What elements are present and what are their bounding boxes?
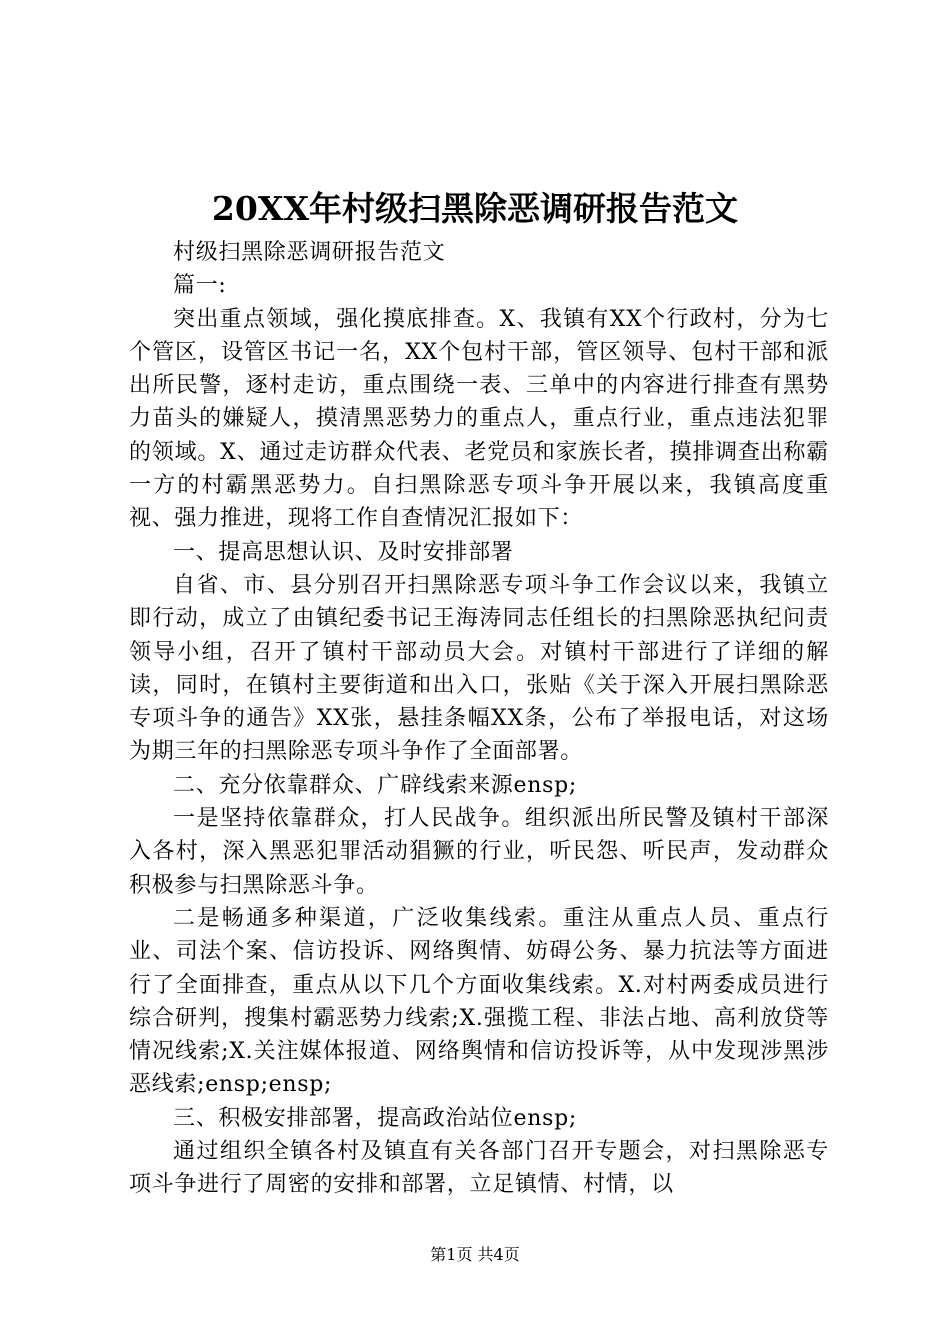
body-paragraph: 二是畅通多种渠道，广泛收集线索。重注从重点人员、重点行业、司法个案、信访投诉、网络舆情、妨碍公务、暴力抗法等方面进行了全面排查，重点从以下几个方面收集线索。X.对村两委成员进行综合研判，搜集村霸恶势力线索;X.强揽工程、非法占地、高利放贷等情况线索;X.关注媒体报道、网络舆情和信访投诉等，从中发现涉黑涉恶线索;ensp;ensp;: [129, 905, 829, 1098]
page-footer: 第1页 共4页: [430, 1245, 520, 1264]
body-paragraph: 通过组织全镇各村及镇直有关各部门召开专题会，对扫黑除恶专项斗争进行了周密的安排和部署，立足镇情、村情，以: [129, 1139, 829, 1198]
document-body: [129, 236, 829, 1202]
body-paragraph: 一是坚持依靠群众，打人民战争。组织派出所民警及镇村干部深入各村，深入黑恶犯罪活动猖獗的行业，听民怨、听民声，发动群众积极参与扫黑除恶斗争。: [129, 806, 829, 898]
document-title: 20XX年村级扫黑除恶调研报告范文: [211, 189, 739, 228]
subtitle-paragraph: 村级扫黑除恶调研报告范文: [173, 240, 446, 265]
body-paragraph: 突出重点领域，强化摸底排查。X、我镇有XX个行政村，分为七个管区，设管区书记一名，XX个包村干部，管区领导、包村干部和派出所民警，逐村走访，重点围绕一表、三单中的内容进行排查有黑势力苗头的嫌疑人，摸清黑恶势力的重点人，重点行业，重点违法犯罪的领域。X、通过走访群众代表、老党员和家族长者，摸排调查出称霸一方的村霸黑恶势力。自扫黑除恶专项斗争开展以来，我镇高度重视、强力推进，现将工作自查情况汇报如下：: [129, 306, 829, 532]
section-heading: 一、提高思想认识、及时安排部署: [173, 539, 514, 565]
section-label: 篇一:: [173, 273, 227, 299]
section-heading: 二、充分依靠群众、广辟线索来源ensp;: [173, 772, 577, 798]
body-paragraph: 自省、市、县分别召开扫黑除恶专项斗争工作会议以来，我镇立即行动，成立了由镇纪委书记王海涛同志任组长的扫黑除恶执纪问责领导小组，召开了镇村干部动员大会。对镇村干部进行了详细的解读，同时，在镇村主要街道和出入口，张贴《关于深入开展扫黑除恶专项斗争的通告》XX张，悬挂条幅XX条，公布了举报电话，对这场为期三年的扫黑除恶专项斗争作了全面部署。: [129, 572, 829, 765]
section-heading: 三、积极安排部署，提高政治站位ensp;: [173, 1105, 577, 1131]
